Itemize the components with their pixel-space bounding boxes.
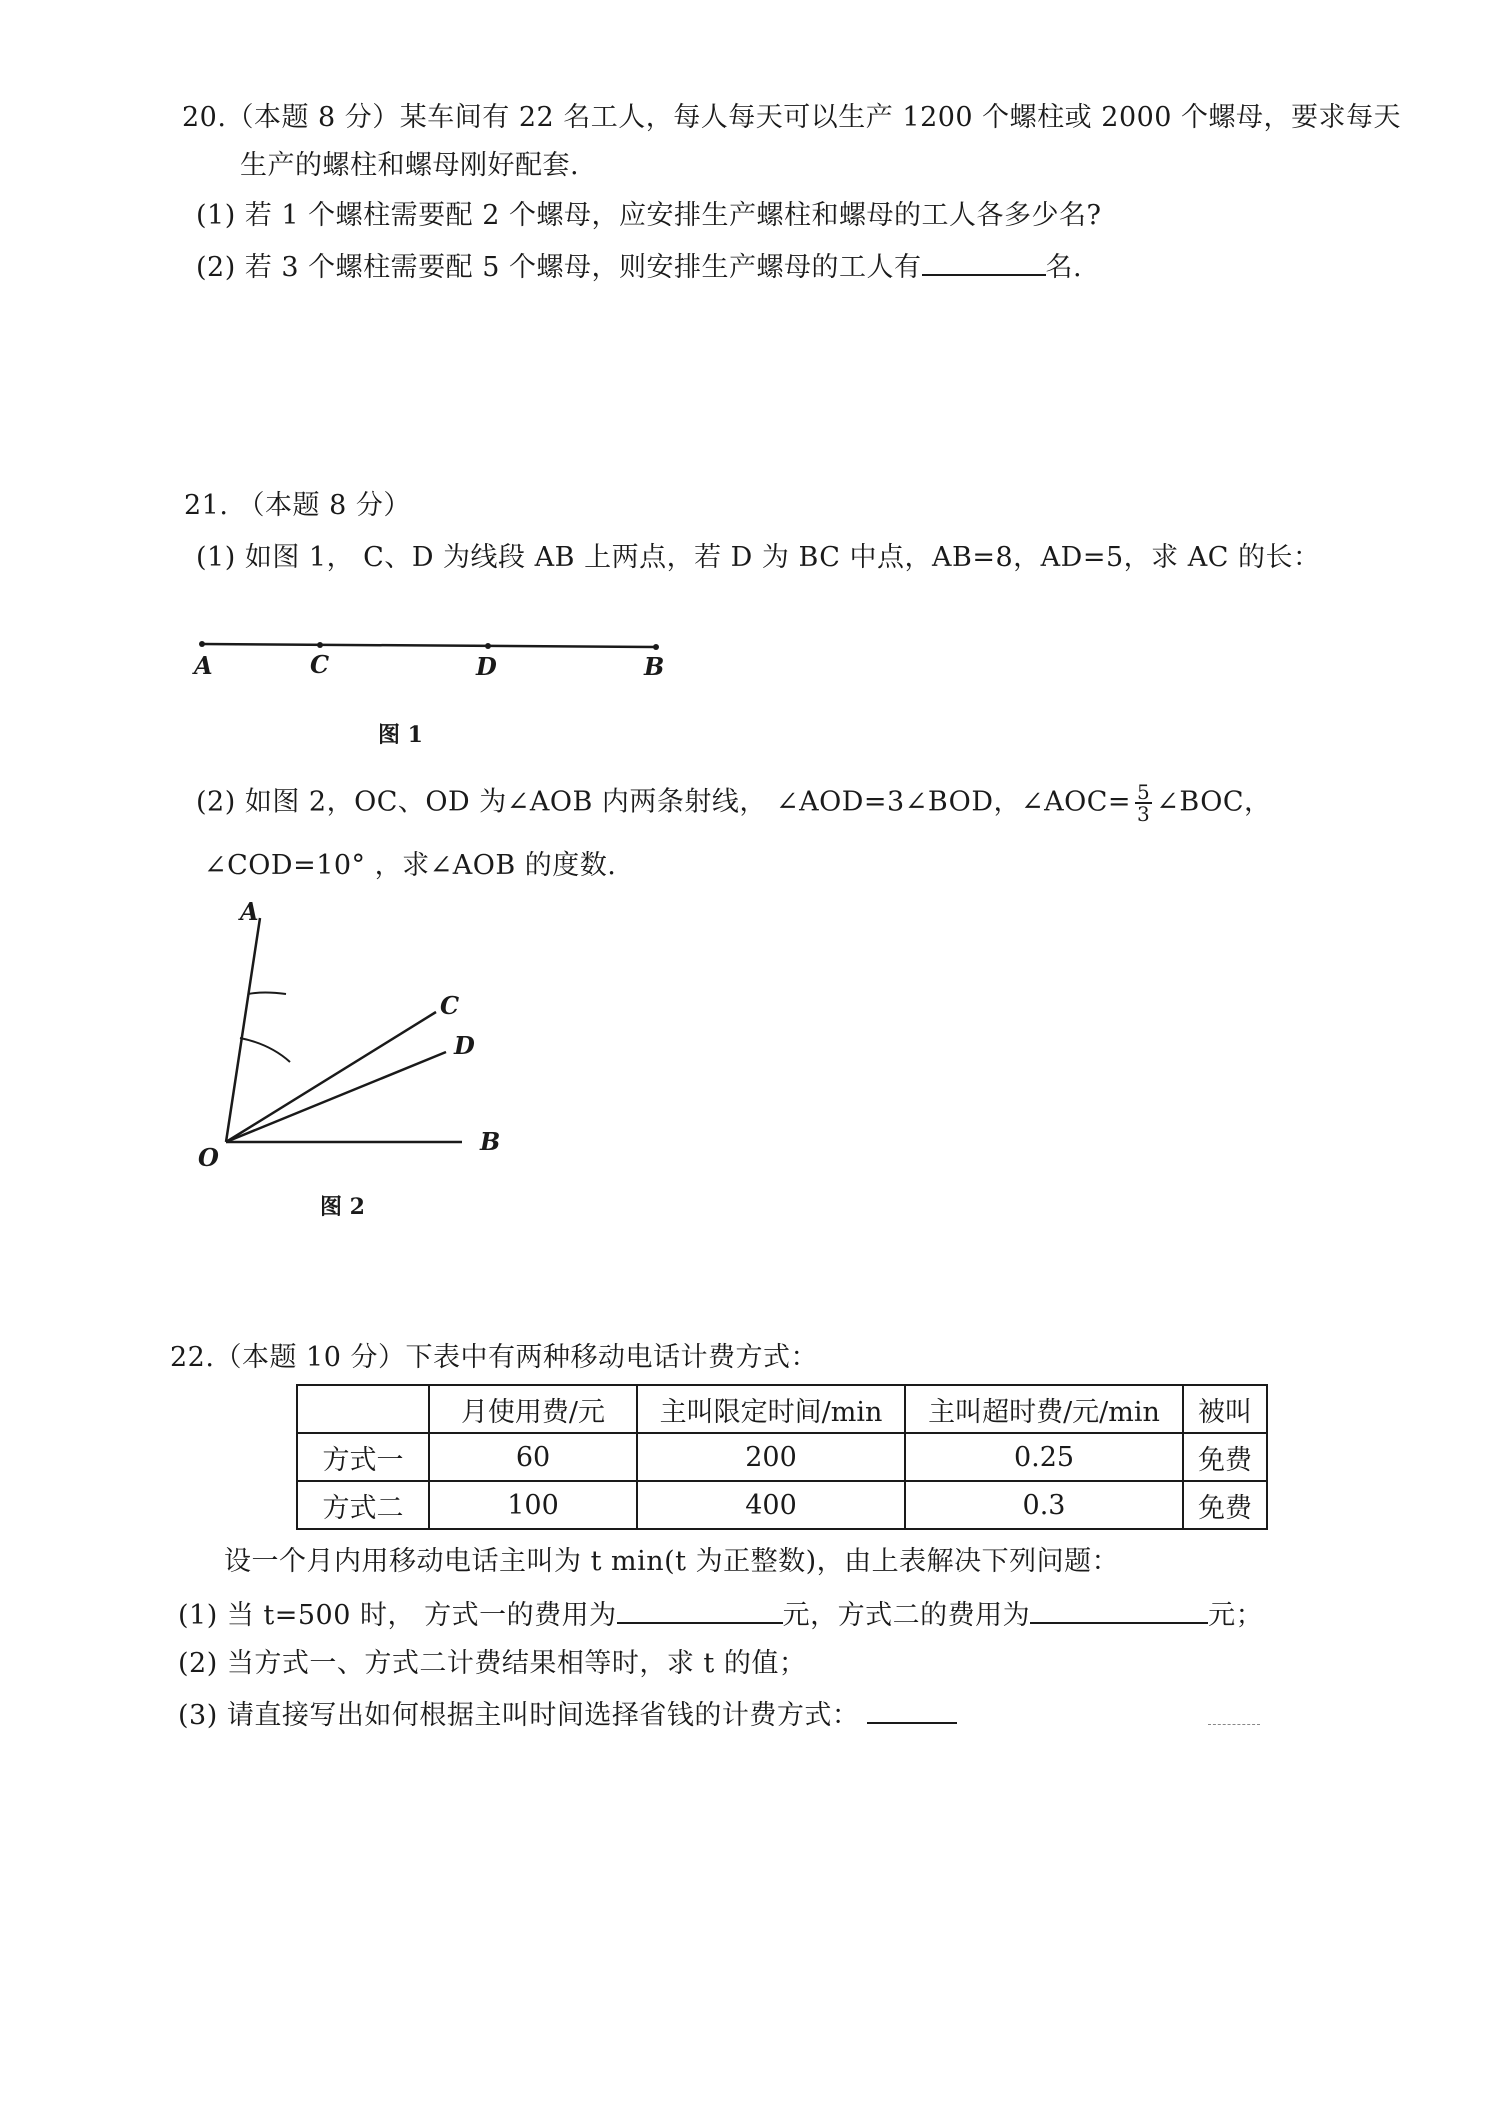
q20-line2: 生产的螺柱和螺母刚好配套. [240, 150, 580, 181]
q22-part3 [178, 1696, 957, 1734]
plan-choice-blank[interactable] [867, 1696, 957, 1724]
table-cell: 0.3 [905, 1481, 1183, 1529]
q22-part2: (2) 当方式一、方式二计费结果相等时，求 t 的值； [178, 1648, 807, 1679]
table-cell: 免费 [1183, 1433, 1267, 1481]
q22-part3-text: (3) 请直接写出如何根据主叫时间选择省钱的计费方式： [178, 1700, 860, 1731]
label-d: D [454, 1031, 475, 1060]
figure-1-segment [190, 630, 670, 690]
billing-table [296, 1384, 1268, 1530]
point-c [317, 642, 323, 648]
ray-oa [226, 918, 260, 1142]
q21-part2-line2: ∠COD=10° ，求∠AOB 的度数. [204, 850, 617, 881]
table-header-row [297, 1385, 1267, 1433]
fee-plan1-blank[interactable] [617, 1596, 783, 1624]
ray-od [226, 1052, 446, 1142]
q22-part1-mid: 元，方式二的费用为 [782, 1600, 1031, 1631]
figure-2-caption: 图 2 [320, 1194, 365, 1220]
point-d [485, 643, 491, 649]
angle-arc-upper [248, 993, 286, 995]
faint-dash-mark [1208, 1724, 1260, 1725]
q21-part2-text: (2) 如图 2，OC、OD 为∠AOB 内两条射线， ∠AOD=3∠BOD，∠AOC= [196, 786, 1132, 818]
q20-line1: 20.（本题 8 分）某车间有 22 名工人，每人每天可以生产 1200 个螺柱或 2000 个螺母，要求每天 [182, 102, 1402, 133]
angle-arc-lower [240, 1038, 290, 1062]
q20-answer-blank[interactable] [922, 248, 1046, 276]
table-header-cell [297, 1385, 429, 1433]
table-cell: 400 [637, 1481, 905, 1529]
ray-oc [226, 1012, 436, 1142]
table-row [297, 1433, 1267, 1481]
q20-part1: (1) 若 1 个螺柱需要配 2 个螺母，应安排生产螺柱和螺母的工人各多少名? [196, 200, 1102, 231]
table-header-cell: 月使用费/元 [429, 1385, 637, 1433]
fee-plan2-blank[interactable] [1030, 1596, 1208, 1624]
figure-2-angles [190, 897, 530, 1172]
fraction-numerator: 5 [1137, 780, 1151, 804]
q20-part2-unit: 名. [1045, 252, 1083, 283]
table-cell: 方式二 [297, 1481, 429, 1529]
table-cell: 方式一 [297, 1433, 429, 1481]
table-header-cell: 主叫超时费/元/min [905, 1385, 1183, 1433]
table-cell: 60 [429, 1433, 637, 1481]
point-a [199, 641, 205, 647]
segment-ab [202, 644, 656, 647]
q22-part1-end: 元； [1208, 1600, 1264, 1631]
table-header-cell: 主叫限定时间/min [637, 1385, 905, 1433]
q20-part2 [196, 248, 1082, 286]
q22-part1 [178, 1596, 1263, 1634]
label-a: A [194, 651, 213, 680]
fraction-denominator: 3 [1137, 802, 1151, 826]
point-b [653, 644, 659, 650]
label-d: D [476, 652, 497, 681]
q22-part1-text: (1) 当 t=500 时， 方式一的费用为 [178, 1600, 617, 1631]
label-b: B [644, 652, 665, 681]
label-c: C [310, 650, 330, 679]
q21-part1: (1) 如图 1， C、D 为线段 AB 上两点，若 D 为 BC 中点，AB=8，AD=5，求 AC 的长： [196, 542, 1321, 573]
figure-1-caption: 图 1 [378, 722, 423, 748]
q21-part2 [196, 782, 1272, 824]
label-b: B [480, 1127, 501, 1156]
table-cell: 200 [637, 1433, 905, 1481]
label-o: O [198, 1143, 219, 1172]
label-c: C [440, 991, 460, 1020]
q21-part2-tail: ∠BOC， [1156, 786, 1272, 818]
table-header-cell: 被叫 [1183, 1385, 1267, 1433]
q21-heading: 21. （本题 8 分） [184, 490, 411, 521]
q20-part2-text: (2) 若 3 个螺柱需要配 5 个螺母，则安排生产螺母的工人有 [196, 252, 922, 283]
table-cell: 0.25 [905, 1433, 1183, 1481]
q22-heading: 22.（本题 10 分）下表中有两种移动电话计费方式： [170, 1342, 818, 1373]
table-row [297, 1481, 1267, 1529]
table-cell: 100 [429, 1481, 637, 1529]
q22-intro: 设一个月内用移动电话主叫为 t min(t 为正整数)，由上表解决下列问题： [224, 1546, 1120, 1577]
fraction-five-thirds [1135, 782, 1152, 824]
label-a: A [240, 897, 259, 926]
table-cell: 免费 [1183, 1481, 1267, 1529]
